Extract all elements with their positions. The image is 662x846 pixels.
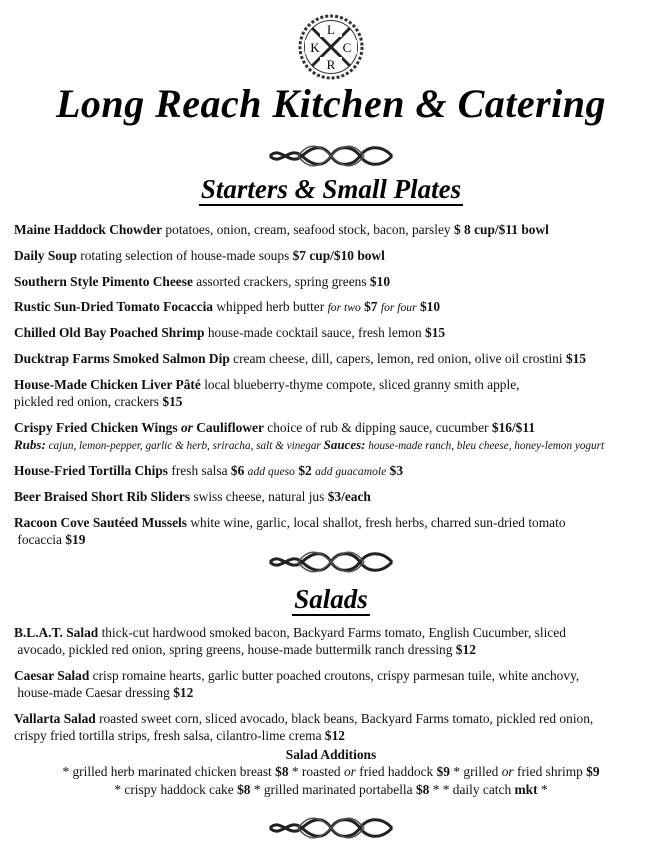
menu-item: Maine Haddock Chowder potatoes, onion, cream, seafood stock, bacon, parsley $ 8 cup/$11 bowl xyxy=(14,222,549,237)
salad-additions-heading: Salad Additions xyxy=(285,747,377,762)
menu-item: House-Fried Tortilla Chips fresh salsa $6 add queso $2 add guacamole $3 xyxy=(14,463,404,478)
restaurant-title: Long Reach Kitchen & Catering xyxy=(55,81,607,126)
salads-heading: Salads xyxy=(294,584,368,614)
menu-item: Daily Soup rotating selection of house-made soups $7 cup/$10 bowl xyxy=(14,248,385,263)
menu-item: Rustic Sun-Dried Tomato Focaccia whipped herb butter for two $7 for four $10 xyxy=(14,299,441,314)
menu-item: Beer Braised Short Rib Sliders swiss cheese, natural jus $3/each xyxy=(14,489,371,504)
logo-emblem xyxy=(298,14,364,80)
menu-item: Ducktrap Farms Smoked Salmon Dip cream cheese, dill, capers, lemon, red onion, olive oil crostini $15 xyxy=(14,351,587,366)
menu-item: Chilled Old Bay Poached Shrimp house-made cocktail sauce, fresh lemon $15 xyxy=(14,325,446,340)
logo-letter-top: L xyxy=(327,22,335,37)
logo-letter-bottom: R xyxy=(326,57,336,72)
salad-additions-line: * crispy haddock cake $8 * grilled marinated portabella $8 * * daily catch mkt * xyxy=(114,782,548,797)
menu-item: Vallarta Salad roasted sweet corn, sliced avocado, black beans, Backyard Farms tomato, pickled red onion, crispy fried tortilla strips, fresh salsa, cilantro-lime crema $12 xyxy=(14,711,594,743)
menu-item: Southern Style Pimento Cheese assorted crackers, spring greens $10 xyxy=(14,274,391,289)
menu-item: Racoon Cove Sautéed Mussels white wine, garlic, local shallot, fresh herbs, charred sun-dried tomato focaccia $19 xyxy=(14,515,566,547)
rope-knot-divider-icon xyxy=(268,143,394,169)
salad-additions-line: * grilled herb marinated chicken breast $8 * roasted or fried haddock $9 * grilled or fried shrimp $9 xyxy=(62,764,600,779)
menu-item: House-Made Chicken Liver Pâté local blueberry-thyme compote, sliced granny smith apple, pickled red onion, crackers $15 xyxy=(14,377,520,409)
menu-item: B.L.A.T. Salad thick-cut hardwood smoked bacon, Backyard Farms tomato, English Cucumber, sliced avocado, pickled red onion, spring greens, house-made buttermilk ranch dressing $12 xyxy=(14,625,566,657)
starters-heading: Starters & Small Plates xyxy=(200,174,462,204)
menu-item: Caesar Salad crisp romaine hearts, garlic butter poached croutons, crispy parmesan tuile, white anchovy, house-made Caesar dressing $12 xyxy=(14,668,580,700)
logo-letter-left: K xyxy=(310,40,320,55)
logo-letter-right: C xyxy=(342,40,352,55)
menu-item: Crispy Fried Chicken Wings or Cauliflower choice of rub & dipping sauce, cucumber $16/$11 Rubs: cajun, lemon-pepper, garlic & herb, sriracha, salt & vinegar Sauces: house-made ranch, bleu cheese, honey-lemon yogurt xyxy=(14,420,605,452)
rope-knot-divider-icon xyxy=(268,549,394,575)
rope-knot-divider-icon xyxy=(268,815,394,841)
